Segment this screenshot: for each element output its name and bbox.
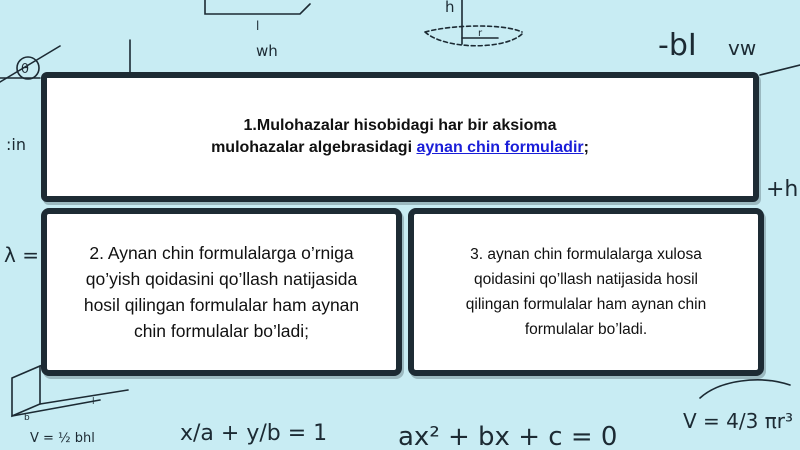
axiom-2-line4: chin formulalar bo’ladi; <box>133 321 310 341</box>
axiom-card-2 <box>41 208 402 376</box>
axiom-3-text <box>444 242 728 342</box>
axiom-card-1 <box>41 72 759 202</box>
doodle-r: r <box>478 28 483 39</box>
axiom-2-line1: 2. Aynan chin formulalarga o’rniga <box>89 243 354 263</box>
axiom-2-text <box>68 240 375 344</box>
axiom-2-line2: qo’yish qoidasini qo’llash natijasida <box>85 269 358 289</box>
doodle-h: h <box>445 0 455 16</box>
axiom-3-line1: 3. aynan chin formulalarga xulosa <box>470 246 702 263</box>
doodle-theta: θ <box>21 62 29 77</box>
axiom-3-line3: qilingan formulalar ham aynan chin <box>465 296 707 313</box>
doodle-in: :in <box>6 135 26 154</box>
axiom-3-line2: qoidasini qo’llash natijasida hosil <box>473 271 698 288</box>
doodle-lambda: λ = <box>4 243 39 267</box>
box-doodle <box>205 0 310 14</box>
doodle-v-formula-left: V = ½ bhl <box>30 431 95 446</box>
doodle-bi: -bI <box>658 28 697 63</box>
doodle-l: l <box>256 19 260 33</box>
aynan-chin-formuladir-link[interactable]: aynan chin formuladir <box>416 139 584 156</box>
doodle-quadratic: ax² + bx + c = 0 <box>398 422 618 450</box>
axiom-3-line4: formulalar bo’ladi. <box>524 321 648 338</box>
doodle-plus-h: +h <box>766 177 799 202</box>
axiom-1-line2-prefix: mulohazalar algebrasidagi <box>211 139 417 156</box>
doodle-frac-sum: x/a + y/b = 1 <box>180 421 328 446</box>
doodle-sphere-volume: V = 4/3 πr³ <box>683 409 793 433</box>
axiom-1-line2-suffix: ; <box>583 139 589 156</box>
axiom-card-3 <box>408 208 764 376</box>
doodle-wh: wh <box>256 42 278 60</box>
doodle-b: b <box>24 413 30 423</box>
axiom-1-line2 <box>211 137 589 159</box>
doodle-l2: l <box>92 397 95 407</box>
axiom-1-line1: 1.Mulohazalar hisobidagi har bir aksioma <box>243 117 557 134</box>
axiom-1-text <box>211 115 589 159</box>
doodle-vw: vw <box>728 36 757 60</box>
axiom-2-line3: hosil qilingan formulalar ham aynan <box>83 295 360 315</box>
